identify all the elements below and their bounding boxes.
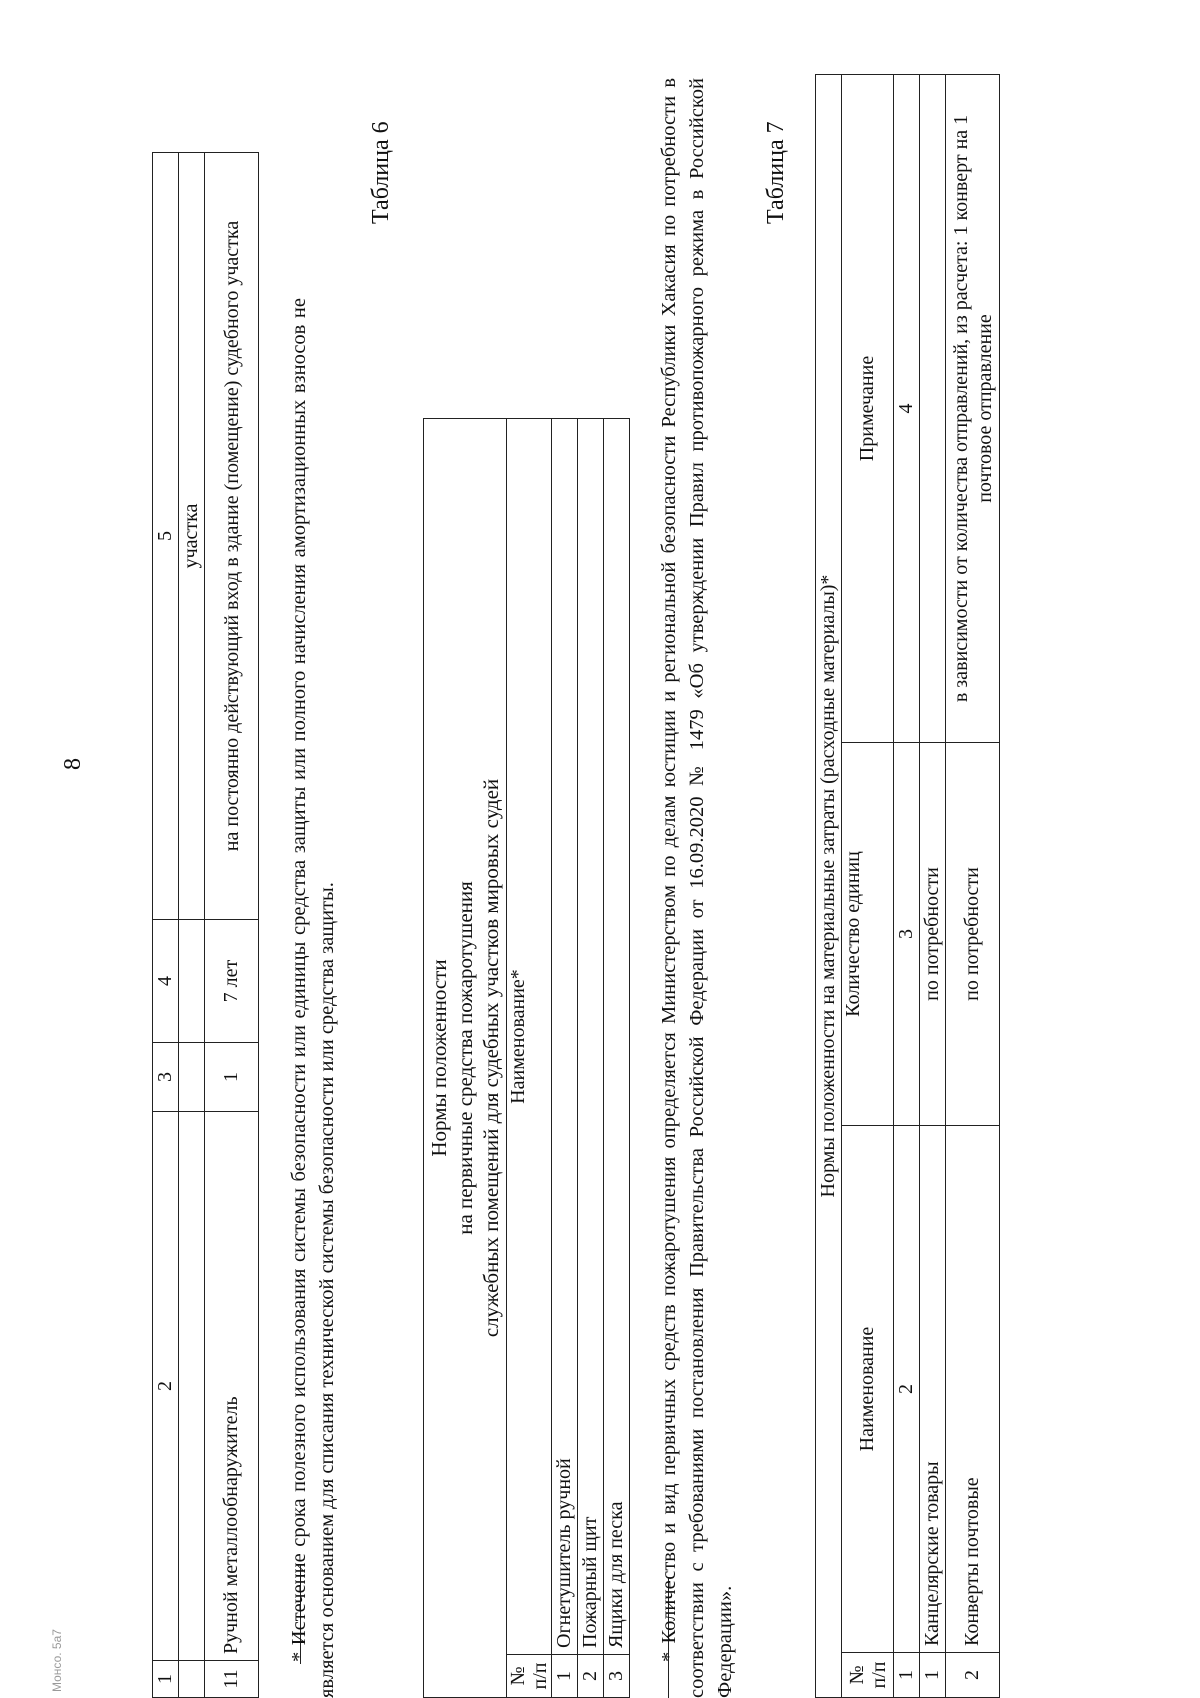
item-note: на постоянно действующий вход в здание (помещение) судебного участка: [205, 153, 259, 920]
table-title-row: [816, 75, 842, 1698]
col-number-header: № п/п: [507, 1655, 552, 1698]
table-row: [920, 75, 946, 1698]
header-cell: 4: [153, 920, 179, 1043]
footnote-fire: * Количество и вид первичных средств пожаротушения определяется Министерством по делам юстиции и региональной безопасности Республики Хакасия по потребности в соответствии с требованиями постановления Правительства Российской Федерации от 16.09.2020 № 1479 «Об утверждении Правил противопожарного режима в Российской Федерации».: [658, 78, 736, 1698]
table-7-title: Нормы положенности на материальные затраты (расходные материалы)*: [816, 75, 842, 1698]
header-cell: 2: [153, 1112, 179, 1661]
item-quantity: по потребности: [946, 743, 1000, 1126]
item-quantity: по потребности: [920, 743, 946, 1126]
row-number: 1: [552, 1655, 578, 1698]
item-term: 7 лет: [205, 920, 259, 1043]
table-row: [604, 419, 630, 1698]
column-index: 2: [894, 1126, 920, 1653]
row-number: 1: [920, 1653, 946, 1698]
table-row: [205, 153, 259, 1698]
item-name: Канцелярские товары: [920, 1126, 946, 1653]
footnote-security: * Истечение срока полезного использования системы безопасности или единицы средства защиты или полного начисления амортизационных взносов не является основанием для списания технической системы безопасности или средства защиты.: [288, 298, 338, 1698]
col-note-header: Примечание: [842, 75, 894, 743]
table-row: [552, 419, 578, 1698]
header-cell: 5: [153, 153, 179, 920]
table-5-continuation: [152, 152, 259, 1698]
col-number-header: № п/п: [842, 1653, 894, 1698]
archive-stamp: Монсо. 5а7: [50, 1629, 64, 1692]
header-cell: 3: [153, 1043, 179, 1112]
row-number: 2: [946, 1653, 1000, 1698]
column-index: 4: [894, 75, 920, 743]
continued-note: участка: [179, 153, 205, 920]
row-number: 2: [578, 1655, 604, 1698]
table-7-caption: Таблица 7: [763, 121, 789, 224]
item-name: Ручной металлообнаружитель: [205, 1112, 259, 1661]
item-name: Пожарный щит: [578, 419, 604, 1655]
table-7: [815, 74, 1000, 1698]
row-number: 3: [604, 1655, 630, 1698]
col-name-header: Наименование*: [507, 419, 552, 1655]
table-6: [423, 418, 630, 1698]
item-name: Ящики для песка: [604, 419, 630, 1655]
table-row: [894, 75, 920, 1698]
table-6-caption: Таблица 6: [368, 121, 394, 224]
table-6-title: Нормы положенности на первичные средства пожаротушения служебных помещений для судебных участков мировых судей: [424, 419, 507, 1698]
table-header-row: [153, 153, 179, 1698]
column-index: 1: [894, 1653, 920, 1698]
item-note: [920, 75, 946, 743]
row-number: 11: [205, 1661, 259, 1698]
item-name: Огнетушитель ручной: [552, 419, 578, 1655]
col-name-header: Наименование: [842, 1126, 894, 1653]
table-row: [578, 419, 604, 1698]
header-cell: 1: [153, 1661, 179, 1698]
col-qty-header: Количество единиц: [842, 743, 894, 1126]
column-index: 3: [894, 743, 920, 1126]
table-title-row: [424, 419, 507, 1698]
table-header-row: [842, 75, 894, 1698]
item-name: Конверты почтовые: [946, 1126, 1000, 1653]
item-quantity: 1: [205, 1043, 259, 1112]
table-row: [946, 75, 1000, 1698]
table-header-row: [507, 419, 552, 1698]
table-row: [179, 153, 205, 1698]
page-number: 8: [60, 758, 86, 770]
item-note: в зависимости от количества отправлений, из расчета: 1 конверт на 1 почтовое отправление: [946, 75, 1000, 743]
